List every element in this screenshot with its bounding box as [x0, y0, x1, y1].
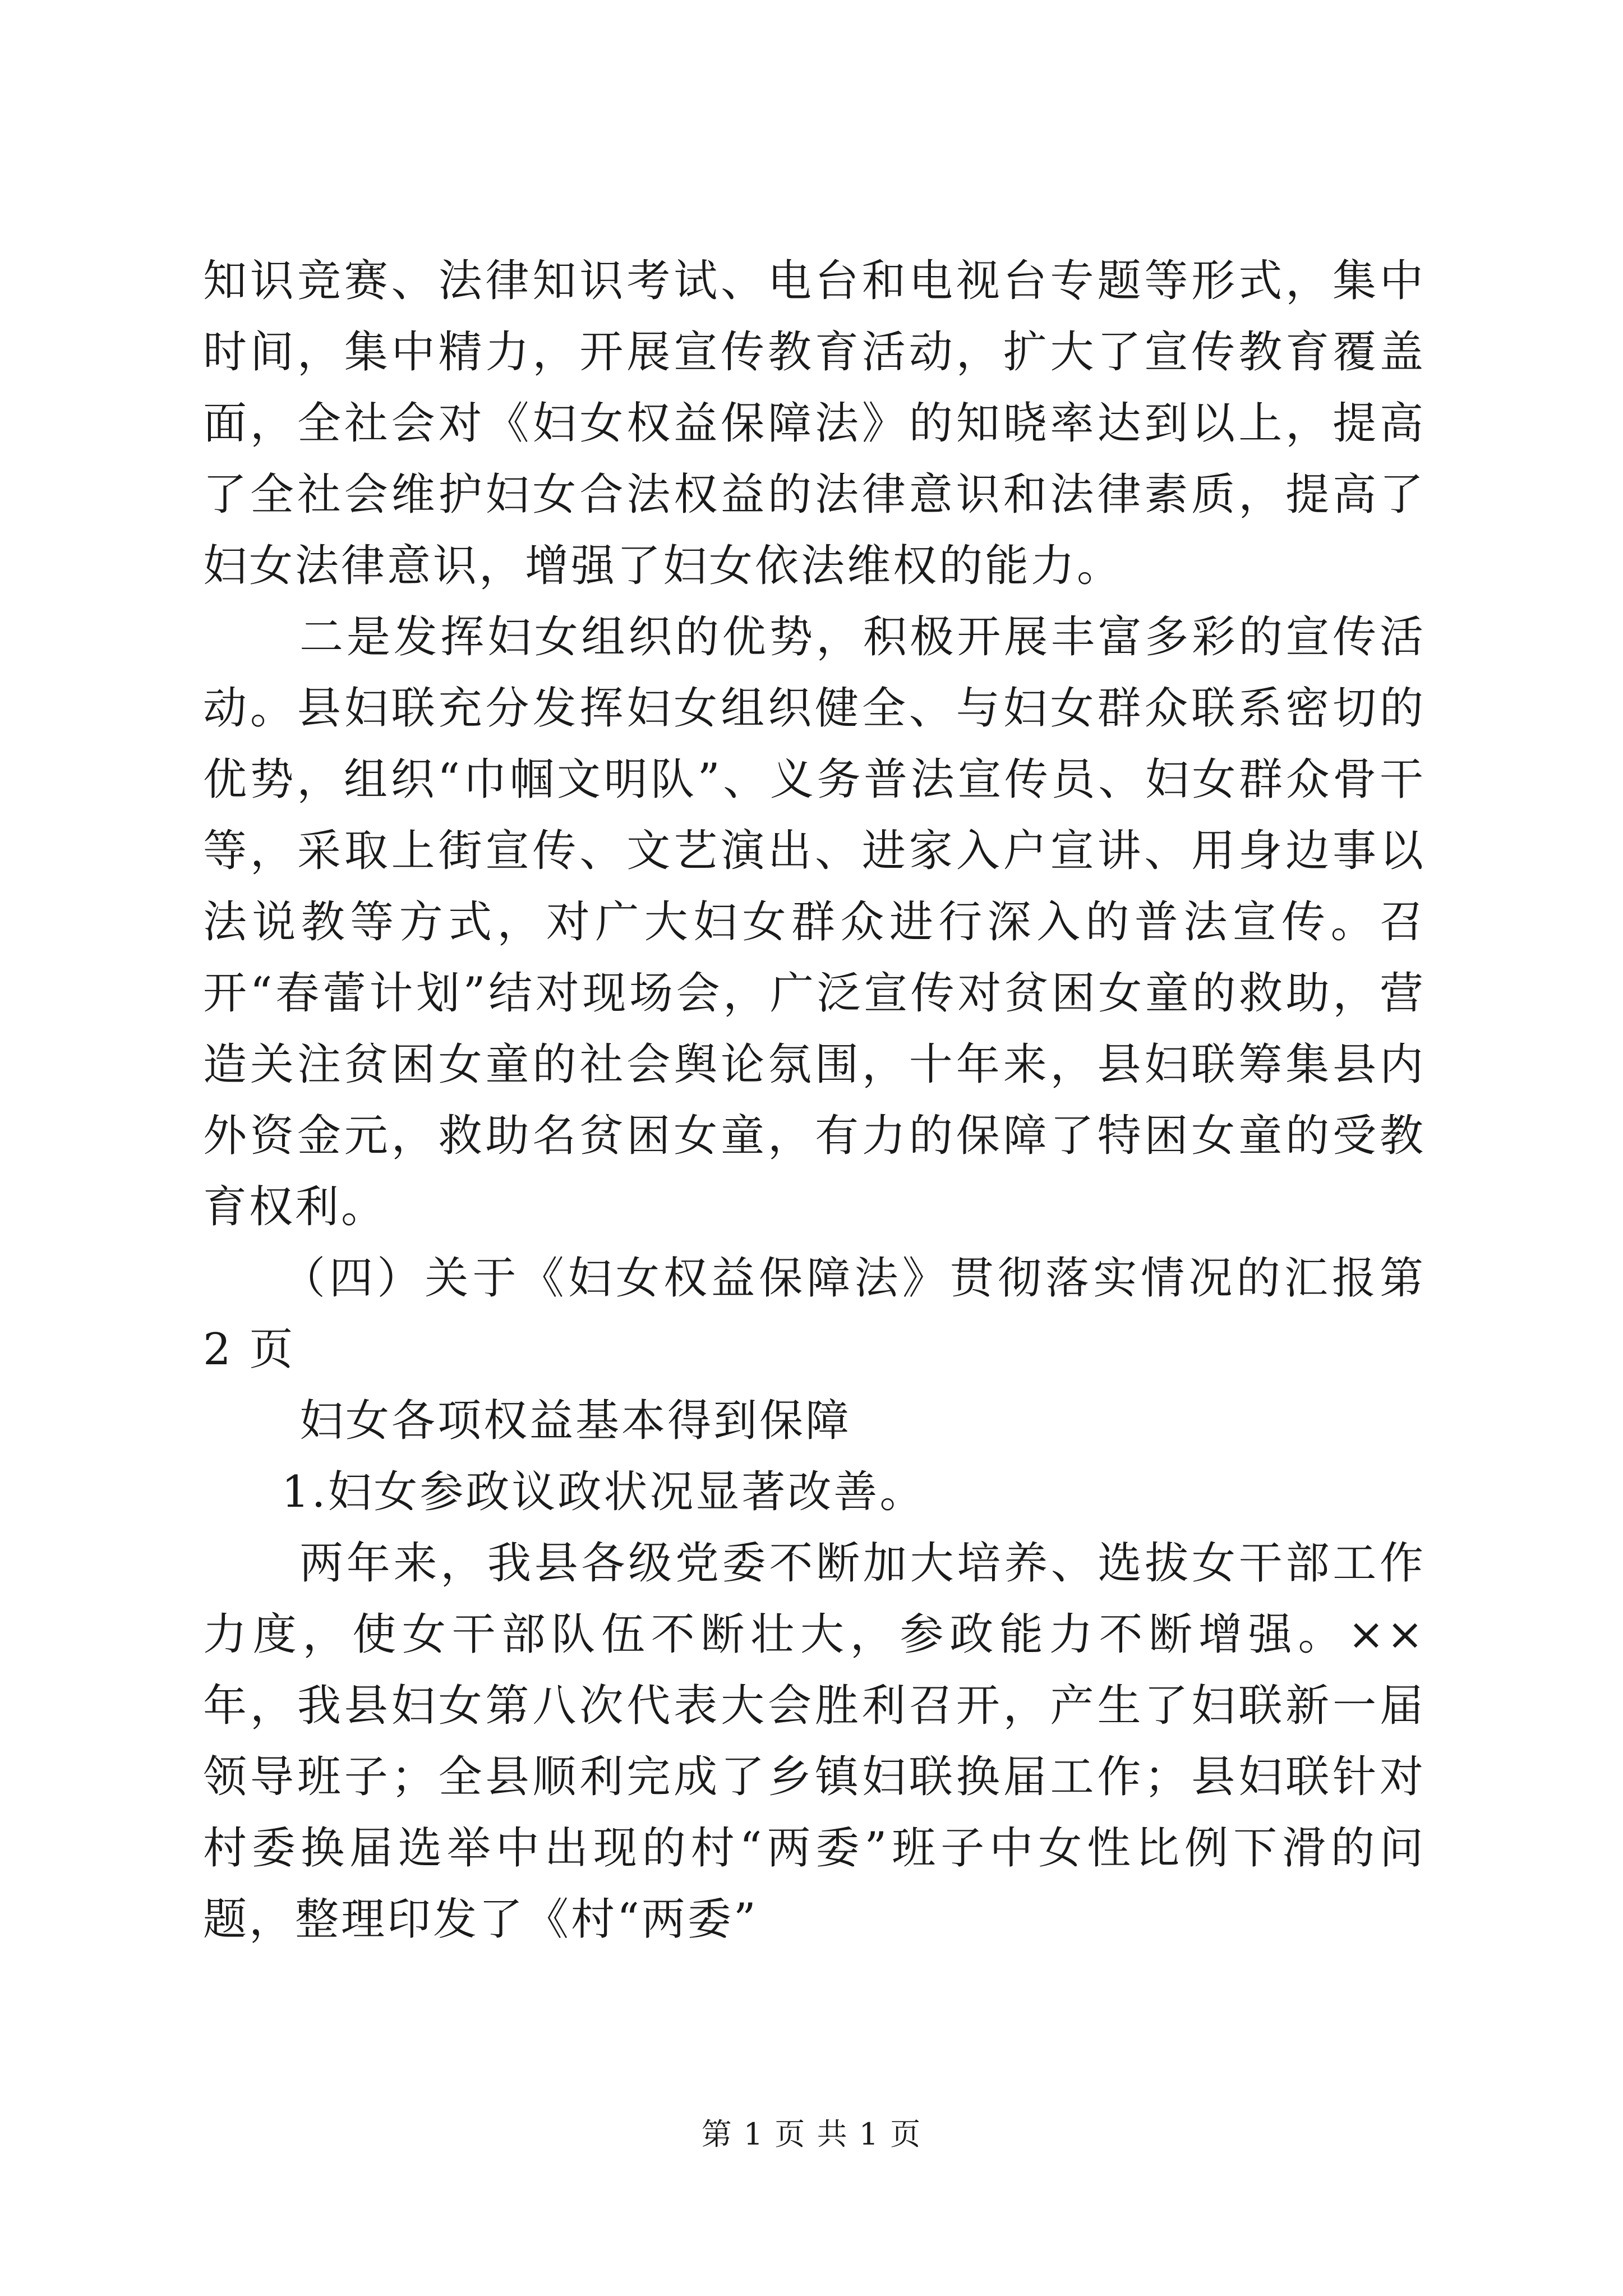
subheading-political-participation: 1.妇女参政议政状况显著改善。 — [282, 1467, 926, 1517]
paragraph-female-cadres: 两年来，我县各级党委不断加大培养、选拔女干部工作力度，使女干部队伍不断壮大，参政能力不断增强。××年，我县妇女第八次代表大会胜利召开，产生了妇联新一届领导班子；全县顺利完成了乡镇妇联换届工作；县妇联针对村委换届选举中出现的村“两委”班子中女性比例下滑的问题，整理印发了《村“两委” — [203, 1538, 1426, 1945]
section-heading-rights-protected: 妇女各项权益基本得到保障 — [299, 1396, 852, 1446]
paragraph-propaganda-activities: 二是发挥妇女组织的优势，积极开展丰富多彩的宣传活动。县妇联充分发挥妇女组织健全、与妇女群众联系密切的优势，组织“巾帼文明队”、义务普法宣传员、妇女群众骨干等，采取上街宣传、文艺演出、进家入户宣讲、用身边事以法说教等方式，对广大妇女群众进行深入的普法宣传。召开“春蕾计划”结对现场会，广泛宣传对贫困女童的救助，营造关注贫困女童的社会舆论氛围，十年来，县妇联筹集县内外资金元，救助名贫困女童，有力的保障了特困女童的受教育权利。 — [203, 612, 1426, 1232]
section-heading-report-title: （四）关于《妇女权益保障法》贯彻落实情况的汇报第 2 页 — [203, 1253, 1426, 1375]
document-body — [203, 246, 1426, 1955]
paragraph-continuation: 知识竞赛、法律知识考试、电台和电视台专题等形式，集中时间，集中精力，开展宣传教育活动，扩大了宣传教育覆盖面，全社会对《妇女权益保障法》的知晓率达到以上，提高了全社会维护妇女合法权益的法律意识和法律素质，提高了妇女法律意识，增强了妇女依法维权的能力。 — [203, 256, 1426, 591]
page-footer: 第 1 页 共 1 页 — [701, 2116, 922, 2152]
